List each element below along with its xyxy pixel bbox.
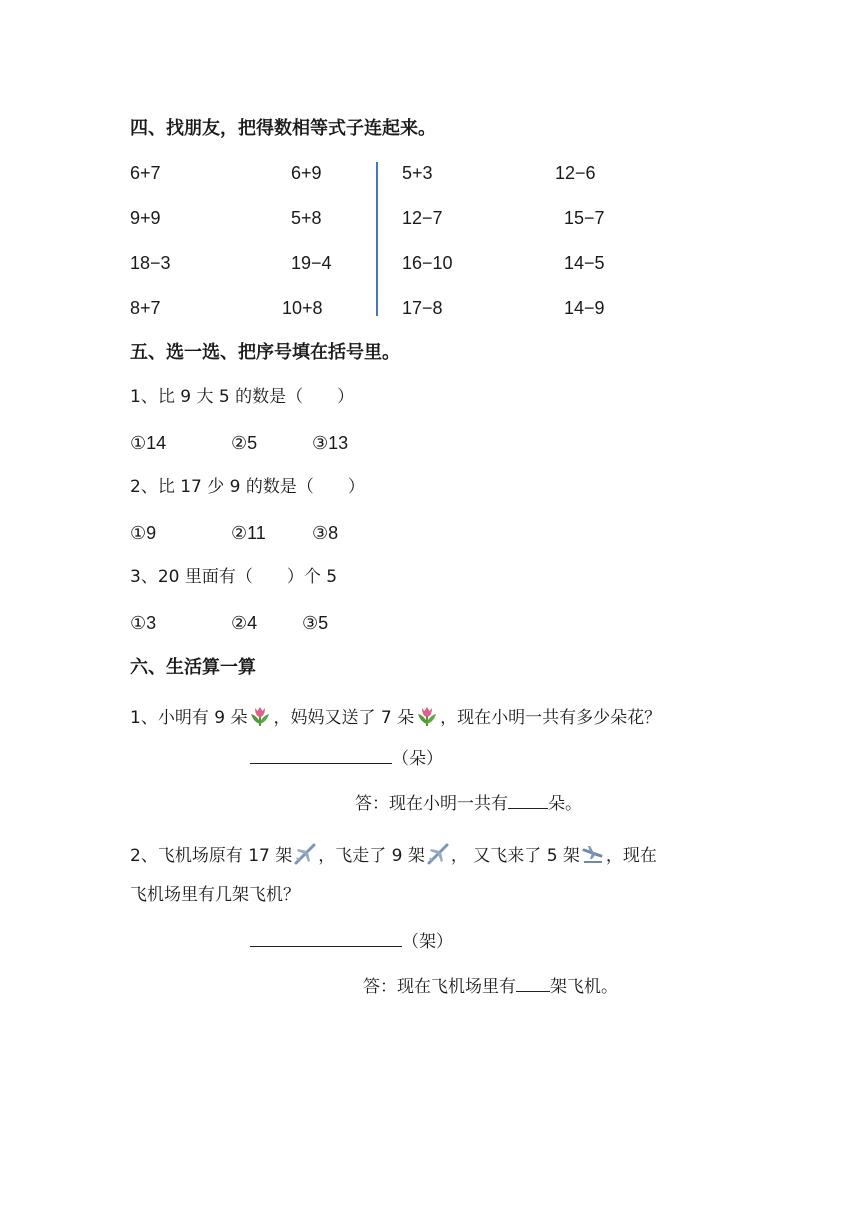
problem-1-blank[interactable] <box>250 749 392 764</box>
expr-r3-c4[interactable]: 14−5 <box>564 253 605 273</box>
tulip-icon <box>415 704 439 728</box>
section-4-title: 四、找朋友，把得数相等式子连起来。 <box>130 118 436 139</box>
q3-option-1[interactable]: ①3 <box>130 613 157 633</box>
airplane-landing-icon <box>581 842 605 866</box>
problem-1-unit: （朵） <box>392 749 443 769</box>
problem-2-line-1 <box>130 842 657 866</box>
q1-option-1[interactable]: ①14 <box>130 433 167 453</box>
expr-r2-c3[interactable]: 12−7 <box>402 208 443 228</box>
problem-2-line-2: 飞机场里有几架飞机？ <box>130 885 300 905</box>
section-6-title: 六、生活算一算 <box>130 657 256 678</box>
q1-option-3[interactable]: ③13 <box>312 433 349 453</box>
problem-1-answer-line[interactable] <box>250 749 443 768</box>
expr-r4-c1[interactable]: 8+7 <box>130 298 161 318</box>
column-divider <box>376 162 378 316</box>
expr-r2-c4[interactable]: 15−7 <box>564 208 605 228</box>
section-5-title: 五、选一选、把序号填在括号里。 <box>130 342 400 363</box>
expr-r1-c3[interactable]: 5+3 <box>402 163 433 183</box>
problem-1-part-3: ，现在小明一共有多少朵花？ <box>440 708 662 728</box>
problem-2-answer-blank[interactable] <box>516 977 550 992</box>
q2-option-3[interactable]: ③8 <box>312 523 339 543</box>
question-2: 2、比 17 少 9 的数是（ ） <box>130 477 365 497</box>
problem-1-answer <box>355 794 582 813</box>
expr-r4-c2[interactable]: 10+8 <box>282 298 323 318</box>
q1-option-2[interactable]: ②5 <box>231 433 258 453</box>
question-1: 1、比 9 大 5 的数是（ ） <box>130 387 355 407</box>
problem-1-part-2: ，妈妈又送了 7 朵 <box>273 708 415 728</box>
tulip-icon <box>248 704 272 728</box>
q3-option-2[interactable]: ②4 <box>231 613 258 633</box>
problem-2-answer-prefix: 答：现在飞机场里有 <box>363 977 516 997</box>
expr-r4-c3[interactable]: 17−8 <box>402 298 443 318</box>
expr-r2-c2[interactable]: 5+8 <box>291 208 322 228</box>
question-3: 3、20 里面有（ ）个 5 <box>130 567 338 587</box>
expr-r3-c1[interactable]: 18−3 <box>130 253 171 273</box>
q2-option-1[interactable]: ①9 <box>130 523 157 543</box>
q3-option-3[interactable]: ③5 <box>302 613 329 633</box>
problem-2-answer <box>363 977 618 996</box>
problem-2-answer-line[interactable] <box>250 932 453 951</box>
airplane-icon <box>293 842 317 866</box>
problem-2-answer-suffix: 架飞机。 <box>550 977 618 997</box>
q2-option-2[interactable]: ②11 <box>231 523 266 543</box>
problem-2-blank[interactable] <box>250 932 402 947</box>
problem-2-unit: （架） <box>402 932 453 952</box>
expr-r1-c1[interactable]: 6+7 <box>130 163 161 183</box>
problem-1-answer-suffix: 朵。 <box>548 794 582 814</box>
problem-2-part-2: ，飞走了 9 架 <box>318 846 425 866</box>
expr-r4-c4[interactable]: 14−9 <box>564 298 605 318</box>
expr-r3-c2[interactable]: 19−4 <box>291 253 332 273</box>
problem-2-part-4: ，现在 <box>605 846 657 866</box>
problem-1 <box>130 704 661 728</box>
problem-2-part-1: 2、飞机场原有 17 架 <box>130 846 293 866</box>
expr-r3-c3[interactable]: 16−10 <box>402 253 453 273</box>
expr-r1-c2[interactable]: 6+9 <box>291 163 322 183</box>
expr-r1-c4[interactable]: 12−6 <box>555 163 596 183</box>
problem-2-part-3: ， 又飞来了 5 架 <box>450 846 580 866</box>
airplane-icon <box>426 842 450 866</box>
problem-1-answer-blank[interactable] <box>508 794 548 809</box>
problem-1-answer-prefix: 答：现在小明一共有 <box>355 794 508 814</box>
problem-1-part-1: 1、小明有 9 朵 <box>130 708 248 728</box>
expr-r2-c1[interactable]: 9+9 <box>130 208 161 228</box>
